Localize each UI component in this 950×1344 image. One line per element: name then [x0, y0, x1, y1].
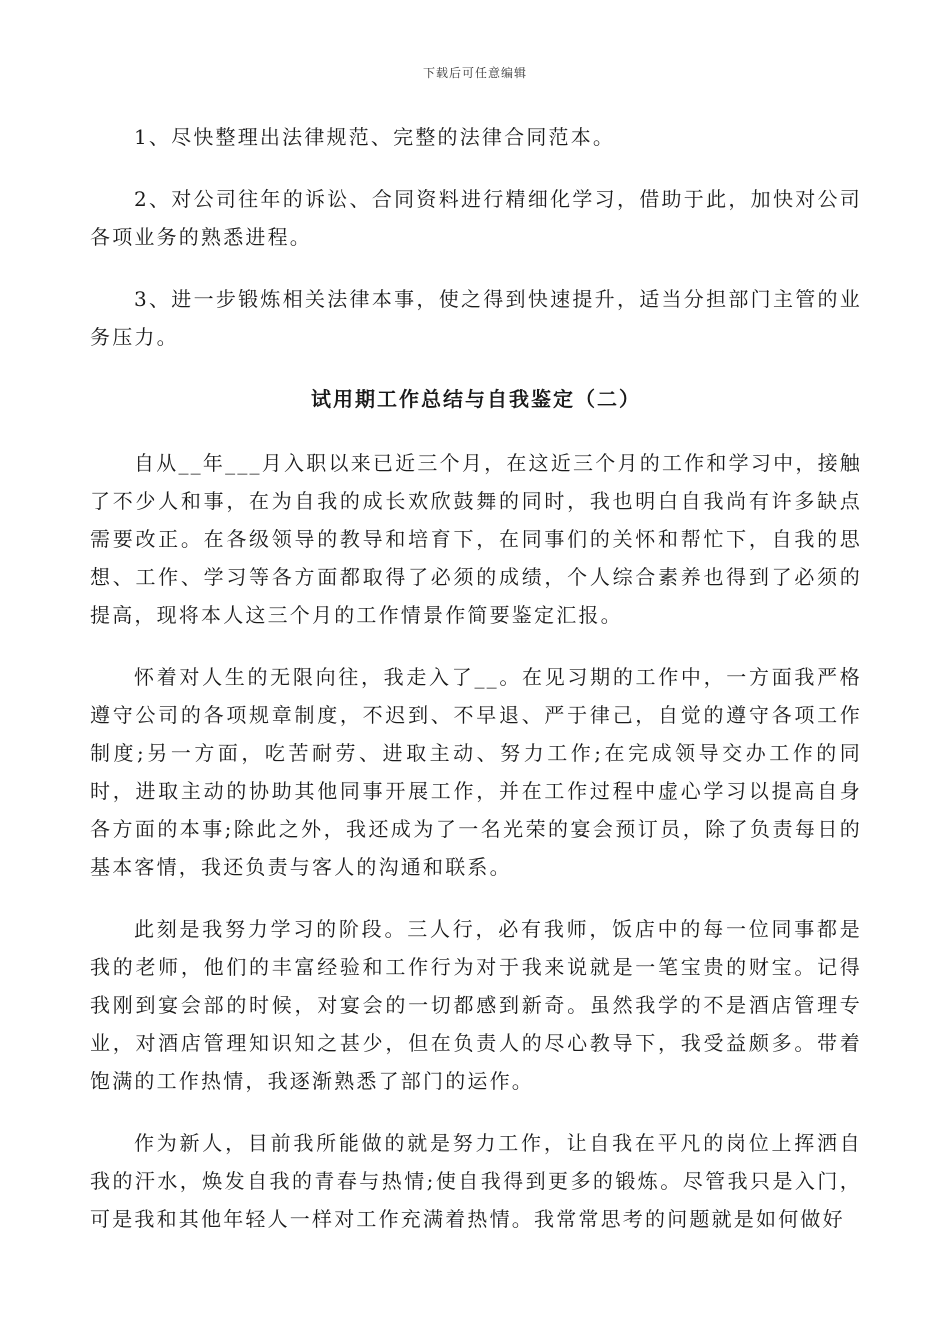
page-header-watermark: 下载后可任意编辑 — [422, 66, 527, 80]
body-paragraph-2: 怀着对人生的无限向往，我走入了__。在见习期的工作中，一方面我严格遵守公司的各项规章制度，不迟到、不早退、严于律己，自觉的遵守各项工作制度;另一方面，吃苦耐劳、进取主动、努力工作;在完成领导交办工作的同时，进取主动的协助其他同事开展工作，并在工作过程中虚心学习以提高自身各方面的本事;除此之外，我还成为了一名光荣的宴会预订员，除了负责每日的基本客情，我还负责与客人的沟通和联系。 — [90, 665, 862, 879]
document-body — [90, 118, 862, 1262]
body-paragraph-4: 作为新人，目前我所能做的就是努力工作，让自我在平凡的岗位上挥洒自我的汗水，焕发自我的青春与热情;使自我得到更多的锻炼。尽管我只是入门，可是我和其他年轻人一样对工作充满着热情。我常常思考的问题就是如何做好 — [90, 1131, 862, 1231]
section-title: 试用期工作总结与自我鉴定（二） — [311, 387, 641, 411]
list-item-2: 2、对公司往年的诉讼、合同资料进行精细化学习，借助于此，加快对公司各项业务的熟悉进程。 — [90, 187, 862, 249]
list-item-1: 1、尽快整理出法律规范、完整的法律合同范本。 — [134, 125, 616, 149]
list-item-3: 3、进一步锻炼相关法律本事，使之得到快速提升，适当分担部门主管的业务压力。 — [90, 287, 862, 349]
body-paragraph-3: 此刻是我努力学习的阶段。三人行，必有我师，饭店中的每一位同事都是我的老师，他们的丰富经验和工作行为对于我来说就是一笔宝贵的财宝。记得我刚到宴会部的时候，对宴会的一切都感到新奇。虽然我学的不是酒店管理专业，对酒店管理知识知之甚少，但在负责人的尽心教导下，我受益颇多。带着饱满的工作热情，我逐渐熟悉了部门的运作。 — [90, 917, 862, 1093]
body-paragraph-1: 自从__年___月入职以来已近三个月，在这近三个月的工作和学习中，接触了不少人和事，在为自我的成长欢欣鼓舞的同时，我也明白自我尚有许多缺点需要改正。在各级领导的教导和培育下，在同事们的关怀和帮忙下，自我的思想、工作、学习等各方面都取得了必须的成绩，个人综合素养也得到了必须的提高，现将本人这三个月的工作情景作简要鉴定汇报。 — [90, 451, 862, 627]
